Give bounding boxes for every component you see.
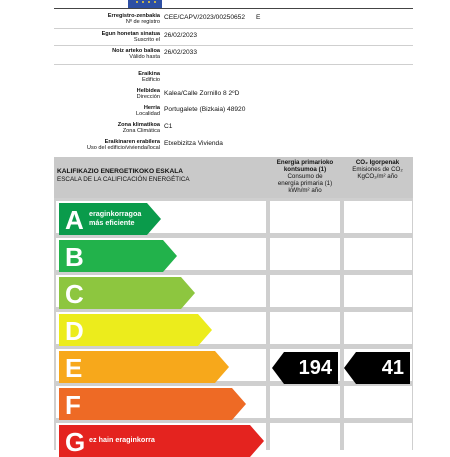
issue-date-label-sub: Suscrito el — [133, 37, 160, 44]
registry-number-value: CEE/CAPV/2023/00250652 — [164, 14, 246, 21]
co2-col-line2: Emisiones de CO₂ — [352, 166, 403, 173]
climate-zone-value: C1 — [164, 123, 173, 130]
building-heading-sub: Edificio — [141, 77, 160, 84]
grid-cell — [270, 275, 340, 307]
rating-caption-line1: ez hain eraginkorra — [89, 435, 155, 444]
locality-value: Portugalete (Bizkaia) 48920 — [164, 106, 246, 113]
grid-cell — [344, 201, 412, 233]
scale-title-eu: KALIFIKAZIO ENERGETIKOKO ESKALA — [57, 168, 184, 175]
valid-until-label-sub: Válido hasta — [129, 54, 160, 61]
rating-bar-b — [59, 240, 177, 272]
energy-indicator — [272, 352, 338, 384]
rating-letter: E — [65, 353, 83, 383]
rating-caption-line1: eraginkorragoa — [89, 209, 142, 218]
co2-indicator-value: 41 — [381, 357, 404, 379]
climate-zone-label-main: Zona klimatikoa — [117, 122, 160, 128]
grid-cell — [344, 423, 412, 455]
rating-bar-f — [59, 388, 246, 420]
registry-label-sub: Nº de registro — [125, 19, 160, 26]
rating-letter: B — [65, 242, 84, 272]
issue-date-row — [54, 28, 413, 46]
rating-bar-a — [59, 203, 161, 235]
co2-col-line3: KgCO₂/m² año — [357, 173, 398, 180]
rating-letter: C — [65, 279, 84, 309]
eu-flag-icon — [128, 0, 162, 8]
valid-until-value: 26/02/2033 — [164, 49, 198, 56]
rating-bar-g — [59, 425, 264, 457]
building-section — [54, 64, 413, 158]
energy-col-line1: Energia primarioko — [276, 159, 334, 166]
use-label-sub: Uso del edificio/vivienda/local — [86, 145, 160, 152]
grid-cell — [344, 238, 412, 270]
rating-bar-d — [59, 314, 212, 346]
registry-number-row — [54, 10, 413, 29]
energy-col-line4: energía primaria (1) — [277, 180, 333, 187]
locality-label-sub: Localidad — [136, 111, 160, 118]
rating-bar-e — [59, 351, 229, 383]
rating-caption-line2: más eficiente — [89, 218, 135, 227]
co2-indicator — [344, 352, 410, 384]
grid-cell — [344, 275, 412, 307]
grid-cell — [344, 386, 412, 418]
use-value: Etxebizitza Vivienda — [164, 140, 223, 147]
locality-label-main: Herria — [143, 105, 160, 111]
rating-letter: A — [65, 205, 84, 235]
co2-column-header — [342, 159, 413, 180]
climate-zone-label-sub: Zona Climática — [122, 128, 160, 135]
grid-cell — [270, 238, 340, 270]
rating-arrow-shape — [59, 351, 229, 383]
co2-col-line1: CO₂ Igorpenak — [355, 159, 400, 166]
rating-letter: G — [65, 427, 86, 457]
energy-col-line5: kWh/m² año — [288, 187, 322, 194]
scale-title-es: ESCALA DE LA CALIFICACIÓN ENERGÉTICA — [57, 176, 190, 183]
issue-date-value: 26/02/2023 — [164, 32, 198, 39]
valid-until-label-main: Noiz arteko balioa — [112, 48, 160, 54]
energy-indicator-value: 194 — [298, 357, 332, 379]
address-value: Kalea/Calle Zornillo 8 2ºD — [164, 90, 240, 97]
rating-arrow-fill — [59, 388, 246, 420]
registry-label-main: Erregistro-zenbakia — [107, 13, 160, 19]
rating-letter: F — [65, 390, 81, 420]
valid-until-row — [54, 45, 413, 65]
address-label-main: Helbidea — [136, 88, 160, 94]
rating-arrow-shape — [59, 388, 246, 420]
grid-cell — [270, 386, 340, 418]
scale-header — [54, 157, 413, 198]
grid-cell — [270, 312, 340, 344]
energy-column-header — [268, 159, 342, 194]
rating-letter: D — [65, 316, 84, 346]
energy-col-line2: kontsumoa (1) — [283, 166, 327, 173]
issue-date-label-main: Egun honetan sinatua — [101, 31, 160, 37]
rating-bar-c — [59, 277, 195, 309]
grid-cell — [344, 312, 412, 344]
grid-cell — [270, 423, 340, 455]
grid-cell — [270, 201, 340, 233]
energy-col-line3: Consumo de — [287, 173, 323, 180]
building-heading-main: Eraikina — [138, 71, 160, 77]
address-label-sub: Dirección — [136, 94, 160, 101]
divider — [54, 8, 413, 9]
registry-suffix: E — [256, 14, 261, 21]
use-label-main: Eraikinaren erabilera — [104, 139, 160, 145]
rating-arrow-fill — [59, 351, 229, 383]
